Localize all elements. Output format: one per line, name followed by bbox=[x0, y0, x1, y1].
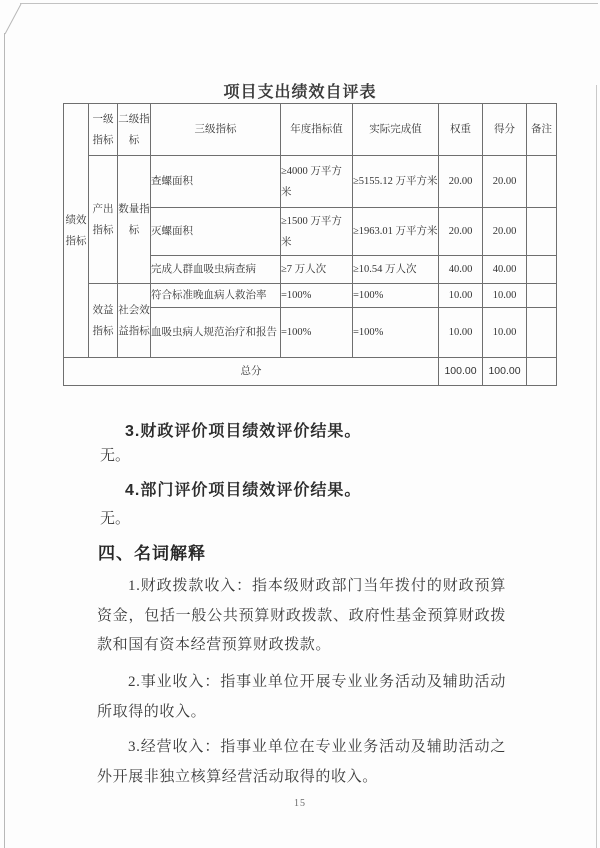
scan-edge-top bbox=[20, 3, 598, 4]
section3-body: 无。 bbox=[100, 448, 131, 464]
total-label: 总分 bbox=[64, 358, 439, 386]
col-header-level3: 三级指标 bbox=[151, 104, 281, 156]
cell-weight: 10.00 bbox=[439, 284, 483, 308]
col-header-score: 得分 bbox=[483, 104, 527, 156]
cell-actual: =100% bbox=[353, 284, 439, 308]
cell-remark bbox=[527, 208, 557, 256]
cell-weight: 20.00 bbox=[439, 208, 483, 256]
scan-edge-corner bbox=[4, 3, 22, 35]
col-header-remark: 备注 bbox=[527, 104, 557, 156]
cell-score: 20.00 bbox=[483, 156, 527, 208]
cell-indicator: 灭螺面积 bbox=[151, 208, 281, 256]
cell-score: 20.00 bbox=[483, 208, 527, 256]
level2-social-benefit-indicators: 社会效益指标 bbox=[118, 284, 151, 358]
total-score: 100.00 bbox=[483, 358, 527, 386]
cell-weight: 20.00 bbox=[439, 156, 483, 208]
level2-quantity-indicators: 数量指标 bbox=[118, 156, 151, 284]
cell-remark bbox=[527, 156, 557, 208]
glossary-heading: 四、名词解释 bbox=[98, 544, 206, 563]
scan-edge-left bbox=[4, 33, 5, 848]
page-number: 15 bbox=[294, 798, 306, 809]
table-total-row bbox=[64, 358, 557, 386]
cell-score: 10.00 bbox=[483, 284, 527, 308]
row-group-label: 绩效指标 bbox=[64, 104, 89, 358]
level1-benefit-indicators: 效益指标 bbox=[89, 284, 118, 358]
glossary-item-2: 2.事业收入：指事业单位开展专业业务活动及辅助活动所取得的收入。 bbox=[97, 674, 506, 720]
glossary-item-1: 1.财政拨款收入：指本级财政部门当年拨付的财政预算资金，包括一般公共预算财政拨款、政府性基金预算财政拨款和国有资本经营预算财政拨款。 bbox=[97, 578, 506, 653]
cell-remark bbox=[527, 284, 557, 308]
cell-remark bbox=[527, 308, 557, 358]
cell-indicator: 血吸虫病人规范治疗和报告 bbox=[151, 308, 281, 358]
cell-actual: =100% bbox=[353, 308, 439, 358]
cell-weight: 10.00 bbox=[439, 308, 483, 358]
page-title: 项目支出绩效自评表 bbox=[223, 84, 377, 101]
cell-score: 10.00 bbox=[483, 308, 527, 358]
table-row bbox=[64, 156, 557, 208]
total-weight: 100.00 bbox=[439, 358, 483, 386]
cell-target: =100% bbox=[281, 284, 353, 308]
scan-edge-right bbox=[596, 85, 597, 848]
glossary-item-3: 3.经营收入：指事业单位在专业业务活动及辅助活动之外开展非独立核算经营活动取得的收入。 bbox=[97, 739, 506, 785]
cell-score: 40.00 bbox=[483, 256, 527, 284]
cell-actual: ≥10.54 万人次 bbox=[353, 256, 439, 284]
col-header-weight: 权重 bbox=[439, 104, 483, 156]
cell-actual: ≥1963.01 万平方米 bbox=[353, 208, 439, 256]
table-row bbox=[64, 284, 557, 308]
level1-output-indicators: 产出指标 bbox=[89, 156, 118, 284]
col-header-level2: 二级指标 bbox=[118, 104, 151, 156]
section4-heading: 4.部门评价项目绩效评价结果。 bbox=[125, 482, 362, 499]
cell-indicator: 完成人群血吸虫病查病 bbox=[151, 256, 281, 284]
cell-remark bbox=[527, 256, 557, 284]
cell-target: ≥1500 万平方米 bbox=[281, 208, 353, 256]
cell-target: ≥4000 万平方米 bbox=[281, 156, 353, 208]
cell-indicator: 查螺面积 bbox=[151, 156, 281, 208]
cell-target: =100% bbox=[281, 308, 353, 358]
performance-self-evaluation-table bbox=[63, 103, 557, 386]
section3-heading: 3.财政评价项目绩效评价结果。 bbox=[125, 423, 362, 440]
total-remark bbox=[527, 358, 557, 386]
table-header-row bbox=[64, 104, 557, 156]
cell-weight: 40.00 bbox=[439, 256, 483, 284]
col-header-level1: 一级指标 bbox=[89, 104, 118, 156]
cell-actual: ≥5155.12 万平方米 bbox=[353, 156, 439, 208]
cell-target: ≥7 万人次 bbox=[281, 256, 353, 284]
section4-body: 无。 bbox=[100, 511, 131, 527]
col-header-actual: 实际完成值 bbox=[353, 104, 439, 156]
cell-indicator: 符合标准晚血病人救治率 bbox=[151, 284, 281, 308]
col-header-annual-target: 年度指标值 bbox=[281, 104, 353, 156]
